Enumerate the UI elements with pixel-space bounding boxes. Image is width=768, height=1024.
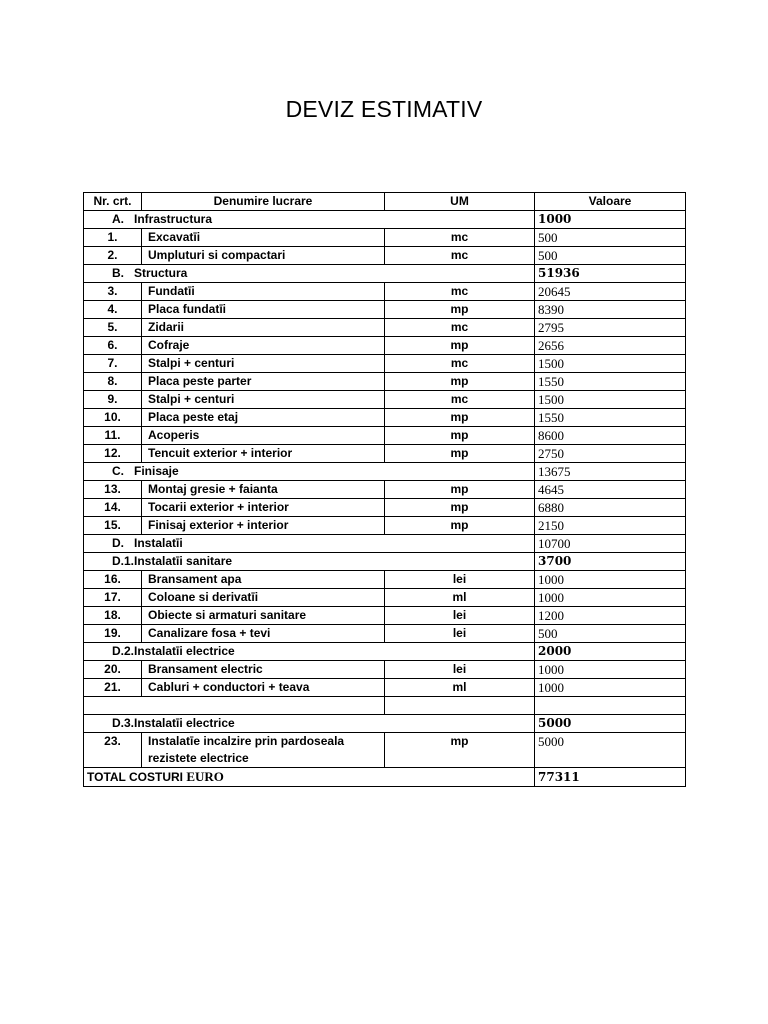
table-row (84, 445, 686, 463)
table-row (84, 229, 686, 247)
section-title (84, 211, 535, 229)
table-row (84, 733, 686, 768)
row-number: 7. (84, 355, 142, 373)
row-name: Bransament apa (142, 571, 385, 589)
row-value: 4645 (535, 481, 686, 499)
row-number: 15. (84, 517, 142, 535)
row-number: 5. (84, 319, 142, 337)
header-um: UM (385, 193, 535, 211)
row-unit: mp (385, 301, 535, 319)
table-row (84, 589, 686, 607)
row-name (142, 733, 385, 768)
section-letter: B. (112, 266, 124, 280)
row-number: 11. (84, 427, 142, 445)
total-value: 77311 (535, 768, 686, 787)
row-unit: lei (385, 607, 535, 625)
section-name: Structura (134, 266, 188, 280)
section-letter: C. (112, 464, 124, 478)
row-value: 6880 (535, 499, 686, 517)
row-value: 1550 (535, 409, 686, 427)
row-unit: mp (385, 517, 535, 535)
row-value: 500 (535, 229, 686, 247)
row-name: Finisaj exterior + interior (142, 517, 385, 535)
table-row (84, 247, 686, 265)
row-unit: ml (385, 589, 535, 607)
table-row (84, 409, 686, 427)
table-row (84, 337, 686, 355)
table-row (84, 679, 686, 697)
table-row (84, 283, 686, 301)
empty-cell (385, 697, 535, 715)
subsection-row (84, 715, 686, 733)
section-name: Instalatīi (134, 536, 183, 550)
row-unit: mp (385, 337, 535, 355)
row-number: 9. (84, 391, 142, 409)
section-title (84, 463, 535, 481)
section-title (84, 535, 535, 553)
table-row (84, 373, 686, 391)
row-unit: mp (385, 445, 535, 463)
row-number: 6. (84, 337, 142, 355)
header-name: Denumire lucrare (142, 193, 385, 211)
row-value: 2750 (535, 445, 686, 463)
row-name: Placa fundatīi (142, 301, 385, 319)
row-name-line1: Instalatīe incalzire prin pardoseala (148, 734, 345, 748)
row-value: 1500 (535, 391, 686, 409)
row-value: 1200 (535, 607, 686, 625)
table-row (84, 661, 686, 679)
header-value: Valoare (535, 193, 686, 211)
row-unit: mc (385, 247, 535, 265)
row-unit: mp (385, 733, 535, 768)
row-number: 10. (84, 409, 142, 427)
row-number: 3. (84, 283, 142, 301)
table-row (84, 481, 686, 499)
row-unit: mp (385, 481, 535, 499)
row-number: 2. (84, 247, 142, 265)
row-name: Acoperis (142, 427, 385, 445)
table-row (84, 391, 686, 409)
row-unit: mc (385, 283, 535, 301)
header-nr: Nr. crt. (84, 193, 142, 211)
row-unit: lei (385, 625, 535, 643)
row-value: 2150 (535, 517, 686, 535)
row-name: Umpluturi si compactari (142, 247, 385, 265)
row-number: 20. (84, 661, 142, 679)
empty-cell (84, 697, 385, 715)
subsection-value: 2000 (535, 643, 686, 661)
row-name: Fundatīi (142, 283, 385, 301)
section-name: Finisaje (134, 464, 179, 478)
section-letter: D. (112, 536, 124, 550)
subsection-name: D.2.Instalatīi electrice (84, 643, 535, 661)
row-unit: mp (385, 427, 535, 445)
table-row (84, 625, 686, 643)
table-row (84, 517, 686, 535)
section-value: 10700 (535, 535, 686, 553)
row-unit: mc (385, 391, 535, 409)
row-unit: mc (385, 355, 535, 373)
row-number: 21. (84, 679, 142, 697)
row-number: 8. (84, 373, 142, 391)
subsection-value: 3700 (535, 553, 686, 571)
empty-cell (535, 697, 686, 715)
table-row (84, 571, 686, 589)
row-name: Stalpi + centuri (142, 391, 385, 409)
row-value: 2795 (535, 319, 686, 337)
row-value: 5000 (535, 733, 686, 768)
document-title: DEVIZ ESTIMATIV (285, 96, 483, 122)
row-unit: mp (385, 409, 535, 427)
subsection-name: D.1.Instalatīi sanitare (84, 553, 535, 571)
row-value: 1000 (535, 589, 686, 607)
row-name: Tencuit exterior + interior (142, 445, 385, 463)
row-number: 4. (84, 301, 142, 319)
row-unit: mc (385, 319, 535, 337)
row-name: Cofraje (142, 337, 385, 355)
row-number: 12. (84, 445, 142, 463)
total-currency: EURO (186, 769, 224, 784)
row-unit: mp (385, 499, 535, 517)
subsection-row (84, 643, 686, 661)
table-row (84, 427, 686, 445)
row-value: 500 (535, 247, 686, 265)
row-value: 1000 (535, 661, 686, 679)
section-letter: A. (112, 212, 124, 226)
section-value: 13675 (535, 463, 686, 481)
row-value: 2656 (535, 337, 686, 355)
section-row (84, 535, 686, 553)
row-value: 1550 (535, 373, 686, 391)
row-name: Coloane si derivatīi (142, 589, 385, 607)
row-name: Tocarii exterior + interior (142, 499, 385, 517)
row-number: 13. (84, 481, 142, 499)
row-unit: lei (385, 661, 535, 679)
section-value: 51936 (535, 265, 686, 283)
empty-row (84, 697, 686, 715)
row-unit: lei (385, 571, 535, 589)
row-name: Cabluri + conductori + teava (142, 679, 385, 697)
row-number: 1. (84, 229, 142, 247)
row-number: 18. (84, 607, 142, 625)
total-label (84, 768, 535, 787)
row-number: 19. (84, 625, 142, 643)
row-name-line2: rezistete electrice (148, 751, 249, 765)
row-name: Placa peste etaj (142, 409, 385, 427)
row-value: 8600 (535, 427, 686, 445)
row-name: Obiecte si armaturi sanitare (142, 607, 385, 625)
row-value: 1000 (535, 571, 686, 589)
row-number: 16. (84, 571, 142, 589)
section-row (84, 265, 686, 283)
table-row (84, 499, 686, 517)
section-row (84, 211, 686, 229)
row-name: Stalpi + centuri (142, 355, 385, 373)
row-name: Zidarii (142, 319, 385, 337)
table-row (84, 607, 686, 625)
row-name: Placa peste parter (142, 373, 385, 391)
row-number: 23. (84, 733, 142, 768)
subsection-name: D.3.Instalatīi electrice (84, 715, 535, 733)
section-row (84, 463, 686, 481)
table-header-row (84, 193, 686, 211)
row-value: 500 (535, 625, 686, 643)
row-value: 8390 (535, 301, 686, 319)
row-value: 1500 (535, 355, 686, 373)
row-name: Bransament electric (142, 661, 385, 679)
row-name: Montaj gresie + faianta (142, 481, 385, 499)
row-unit: mp (385, 373, 535, 391)
section-title (84, 265, 535, 283)
table-row (84, 301, 686, 319)
table-row (84, 319, 686, 337)
subsection-value: 5000 (535, 715, 686, 733)
row-value: 20645 (535, 283, 686, 301)
total-label-text: TOTAL COSTURI (87, 770, 183, 784)
section-value: 1000 (535, 211, 686, 229)
row-number: 17. (84, 589, 142, 607)
row-unit: ml (385, 679, 535, 697)
section-name: Infrastructura (134, 212, 213, 226)
total-row (84, 768, 686, 787)
table-row (84, 355, 686, 373)
cost-estimate-table (83, 192, 686, 787)
row-name: Canalizare fosa + tevi (142, 625, 385, 643)
row-number: 14. (84, 499, 142, 517)
row-value: 1000 (535, 679, 686, 697)
row-unit: mc (385, 229, 535, 247)
subsection-row (84, 553, 686, 571)
row-name: Excavatīi (142, 229, 385, 247)
